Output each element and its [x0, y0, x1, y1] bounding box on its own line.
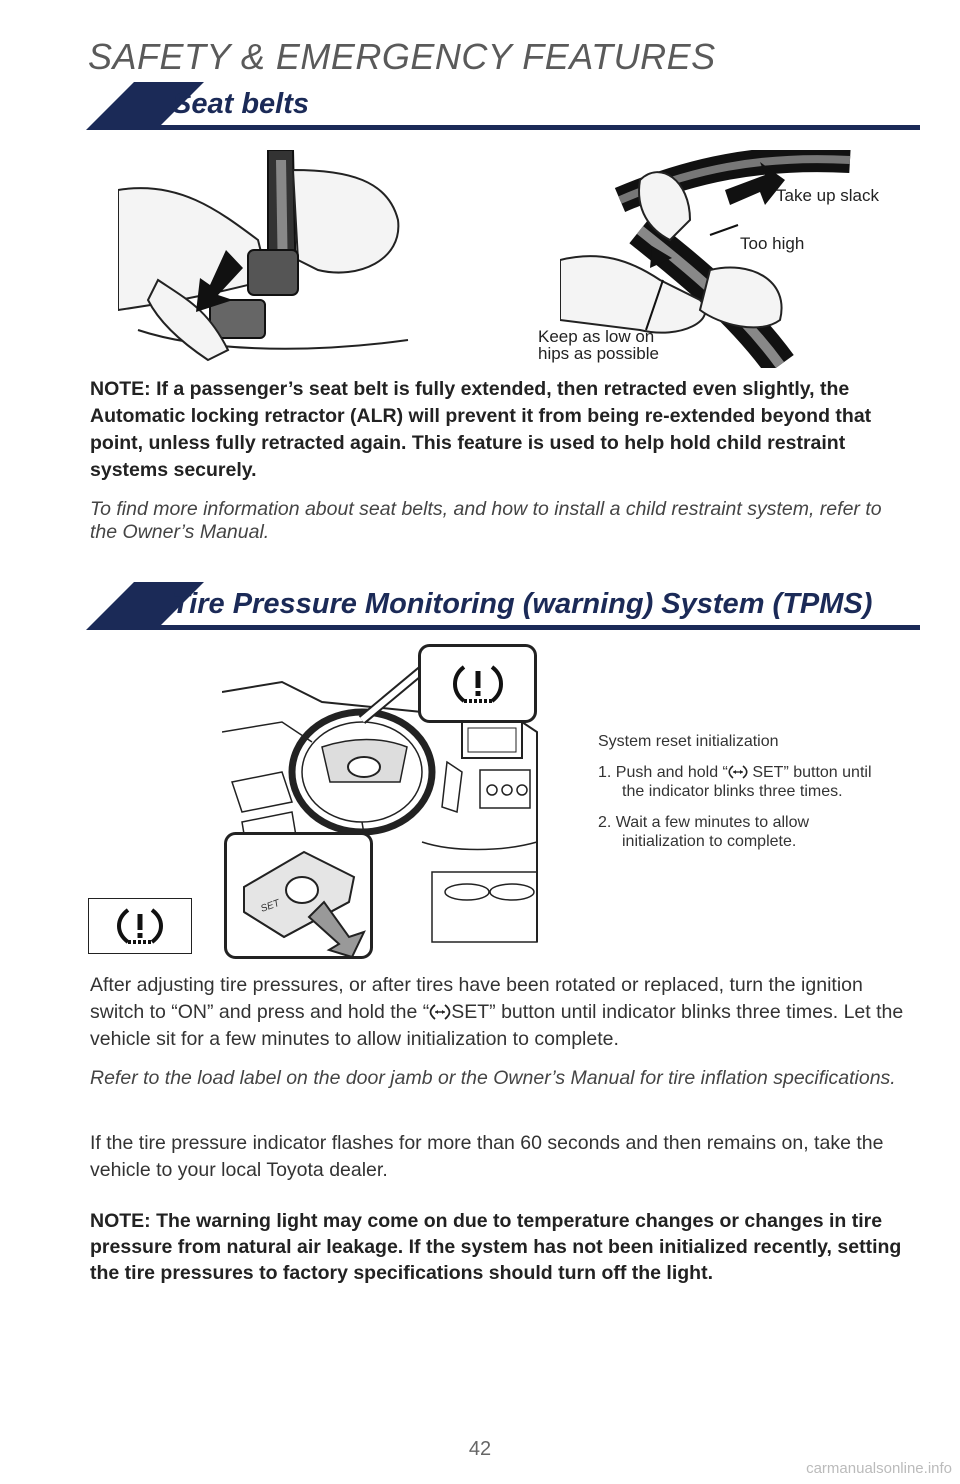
reset-step2-line2: initialization to complete.	[622, 833, 797, 850]
reset-step-1	[598, 763, 918, 801]
tpms-para1-after: SET” button until indicator blinks three times. Let the vehicle sit for a few minutes to allow initialization to complete.	[90, 1001, 904, 1050]
tpms-para1-before: After adjusting tire pressures, or after tires have been rotated or replaced, turn the ignition switch to “ON” and press and hold the “	[90, 974, 863, 1023]
reset-instructions	[598, 732, 918, 863]
seat-belt-note: NOTE: If a passenger’s seat belt is fully extended, then retracted even slightly, the Automatic locking retractor (ALR) will prevent it from being re-extended beyond that point, unless fully retracted again. This feature is used to help hold child restraint systems securely.	[90, 378, 872, 481]
seat-belt-buckle-illustration	[118, 150, 418, 368]
tire-set-icon	[728, 764, 748, 780]
tpms-note: NOTE: The warning light may come on due to temperature changes or changes in tire pressure from natural air leakage. If the system has not been initialized recently, setting the tire pressures to factory specifications should turn off the light.	[90, 1210, 902, 1284]
tpms-paragraph-2: Refer to the load label on the door jamb or the Owner’s Manual for tire inflation specifications.	[90, 1067, 896, 1089]
tire-set-icon	[429, 1003, 451, 1021]
seat-belt-more-info: To find more information about seat belts, and how to install a child restraint system, refer to the Owner’s Manual.	[90, 498, 882, 543]
callout-too-high: Too high	[740, 234, 805, 253]
callout-keep-low-line2: hips as possible	[538, 344, 659, 363]
page-title: SAFETY & EMERGENCY FEATURES	[88, 36, 716, 77]
seat-belts-heading	[86, 82, 920, 132]
reset-step-2	[598, 813, 918, 851]
reset-title: System reset initialization	[598, 733, 779, 750]
tpms-heading	[86, 582, 920, 632]
tpms-paragraph-1	[90, 972, 920, 1053]
tpms-title: Tire Pressure Monitoring (warning) System (TPMS)	[172, 588, 873, 620]
page-number: 42	[468, 1438, 492, 1460]
callout-take-up-slack: Take up slack	[776, 186, 879, 205]
reset-step1-prefix: 1. Push and hold “	[598, 764, 728, 781]
watermark: carmanualsonline.info	[806, 1460, 952, 1477]
callout-keep-low	[538, 328, 659, 362]
reset-step1-suffix: SET” button until	[747, 764, 872, 781]
reset-step1-line2: the indicator blinks three times.	[622, 783, 843, 800]
tpms-warning-callout	[418, 644, 538, 724]
tpms-indicator-icon	[88, 898, 192, 954]
callout-keep-low-line1: Keep as low on	[538, 327, 655, 346]
set-button-label: SET	[259, 897, 282, 915]
set-button-callout	[224, 832, 374, 960]
tpms-paragraph-3: If the tire pressure indicator flashes for more than 60 seconds and then remains on, take the vehicle to your local Toyota dealer.	[90, 1132, 884, 1181]
reset-step2-line1: 2. Wait a few minutes to allow	[598, 814, 810, 831]
seat-belts-title: Seat belts	[172, 88, 309, 120]
